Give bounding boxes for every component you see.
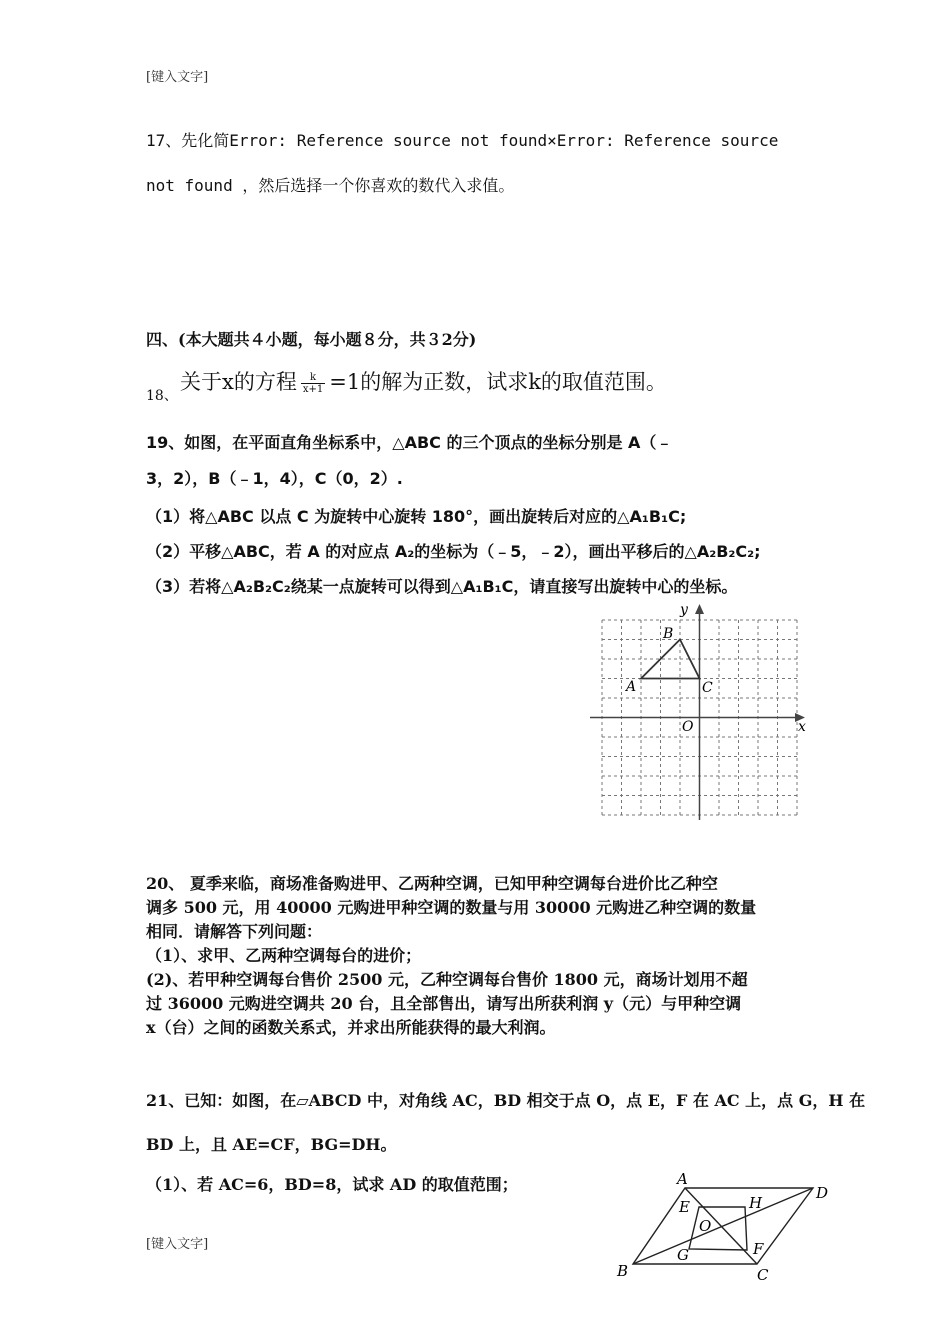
- q20-line-7: x（台）之间的函数关系式，并求出所能获得的最大利润。: [146, 1018, 556, 1037]
- q20-line-6: 过 36000 元购进空调共 20 台，且全部售出，请写出所获利润 y（元）与甲种空调: [146, 994, 742, 1013]
- point-h-label: H: [749, 1194, 763, 1212]
- vertex-a-label: A: [677, 1170, 688, 1188]
- q20-line-3: 相同．请解答下列问题：: [146, 922, 323, 941]
- q17-line-2: not found ，然后选择一个你喜欢的数代入求值。: [146, 176, 515, 195]
- q18-fraction-numerator: k: [301, 372, 325, 384]
- q18-number: 18、: [146, 388, 178, 404]
- q20-line-5: (2)、若甲种空调每台售价 2500 元，乙种空调每台售价 1800 元，商场计划用不超: [146, 970, 748, 989]
- origin-label: O: [682, 719, 694, 735]
- x-axis-label: x: [798, 719, 806, 735]
- q20-block: [146, 872, 811, 1040]
- page-footer: [键入文字]: [146, 1237, 209, 1252]
- q21-line-2: BD 上，且 AE=CF，BG=DH。: [146, 1135, 397, 1154]
- q19-part-3: （3）若将△A₂B₂C₂绕某一点旋转可以得到△A₁B₁C，请直接写出旋转中心的坐标。: [146, 577, 738, 596]
- y-axis-arrow: [695, 604, 704, 614]
- point-e-label: E: [679, 1198, 690, 1216]
- point-o-label: O: [699, 1217, 712, 1235]
- point-g-label: G: [677, 1246, 689, 1264]
- q18-equation: [180, 366, 667, 396]
- vertex-c-label: C: [757, 1266, 769, 1284]
- vertex-d-label: D: [816, 1184, 829, 1202]
- section-4-title: 四、(本大题共４小题，每小题８分，共３2分): [146, 330, 477, 349]
- q20-line-4: （1）、求甲、乙两种空调每台的进价；: [146, 946, 422, 965]
- vertex-b-label: B: [617, 1262, 629, 1280]
- q18-text-after: =1的解为正数，试求k的取值范围。: [329, 370, 667, 394]
- coordinate-grid-figure: [585, 600, 813, 820]
- q18-fraction: [301, 372, 325, 395]
- q19-line-1: 19、如图，在平面直角坐标系中，△ABC 的三个顶点的坐标分别是 A（﹣: [146, 433, 673, 452]
- q18-fraction-denominator: x+1: [302, 384, 324, 395]
- q21-part-1: （1）、若 AC=6，BD=8，试求 AD 的取值范围；: [146, 1175, 518, 1194]
- q20-line-1: 20、 夏季来临，商场准备购进甲、乙两种空调，已知甲种空调每台进价比乙种空: [146, 874, 718, 893]
- point-a-label: A: [626, 679, 637, 695]
- q19-line-2: 3，2），B（﹣1，4），C（0，2）.: [146, 469, 403, 488]
- diagonal-bd: [633, 1188, 813, 1264]
- point-c-label: C: [702, 680, 713, 696]
- q19-part-2: （2）平移△ABC，若 A 的对应点 A₂的坐标为（﹣5，﹣2），画出平移后的△A₂B₂C₂;: [146, 542, 761, 561]
- y-axis-label: y: [680, 602, 688, 618]
- q19-part-1: （1）将△ABC 以点 C 为旋转中心旋转 180°，画出旋转后对应的△A₁B₁C;: [146, 507, 687, 526]
- q18-text-before: 关于x的方程: [180, 370, 297, 394]
- point-b-label: B: [663, 626, 674, 642]
- point-f-label: F: [753, 1240, 764, 1258]
- page-header: [键入文字]: [146, 70, 209, 85]
- q20-line-2: 调多 500 元，用 40000 元购进甲种空调的数量与用 30000 元购进乙种空调的数量: [146, 898, 757, 917]
- parallelogram-figure: [605, 1170, 845, 1285]
- q17-line-1: 17、先化简Error: Reference source not found×Error: Reference source: [146, 131, 779, 150]
- q21-line-1: 21、已知：如图，在▱ABCD 中，对角线 AC，BD 相交于点 O，点 E，F 在 AC 上，点 G，H 在: [146, 1091, 866, 1110]
